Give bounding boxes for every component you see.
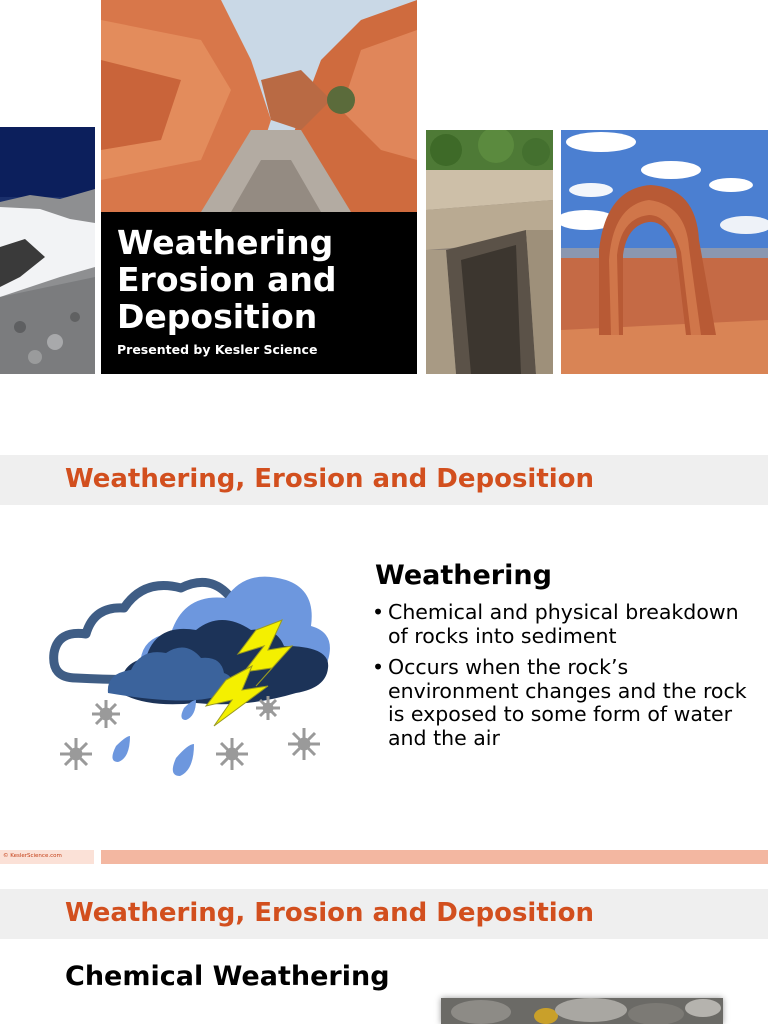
- slide3-header-band: [0, 889, 768, 939]
- bullet-dot-icon: •: [372, 600, 385, 624]
- bullet-text: Chemical and physical breakdown of rocks into sediment: [388, 600, 739, 648]
- footer-copyright: © KeslerScience.com: [3, 853, 62, 859]
- footer-accent-bar: [101, 850, 768, 864]
- slide3-header-title: Weathering, Erosion and Deposition: [65, 898, 595, 928]
- weathering-heading: Weathering: [375, 560, 552, 591]
- footer-copyright-box: [0, 850, 94, 864]
- eroded-gully-photo: [426, 130, 553, 374]
- storm-cloud-illustration: [46, 568, 332, 782]
- presentation-subtitle: Presented by Kesler Science: [117, 342, 318, 357]
- slide2-header-band: [0, 455, 768, 505]
- snowy-mountain-photo: [0, 127, 95, 374]
- slide2-header-title: Weathering, Erosion and Deposition: [65, 464, 595, 494]
- canyon-photo: [101, 0, 417, 212]
- weathering-bullet-list: [372, 601, 752, 758]
- list-item: [372, 601, 752, 648]
- bullet-text: Occurs when the rock’s environment changes and the rock is exposed to some form of water and the air: [388, 655, 747, 750]
- delicate-arch-photo: [561, 130, 768, 374]
- bullet-dot-icon: •: [372, 655, 385, 679]
- list-item: [372, 656, 752, 750]
- chemical-weathering-heading: Chemical Weathering: [65, 961, 390, 992]
- rock-photo: [441, 998, 723, 1024]
- title-box: [101, 212, 417, 374]
- presentation-title: Weathering Erosion and Deposition: [117, 223, 337, 336]
